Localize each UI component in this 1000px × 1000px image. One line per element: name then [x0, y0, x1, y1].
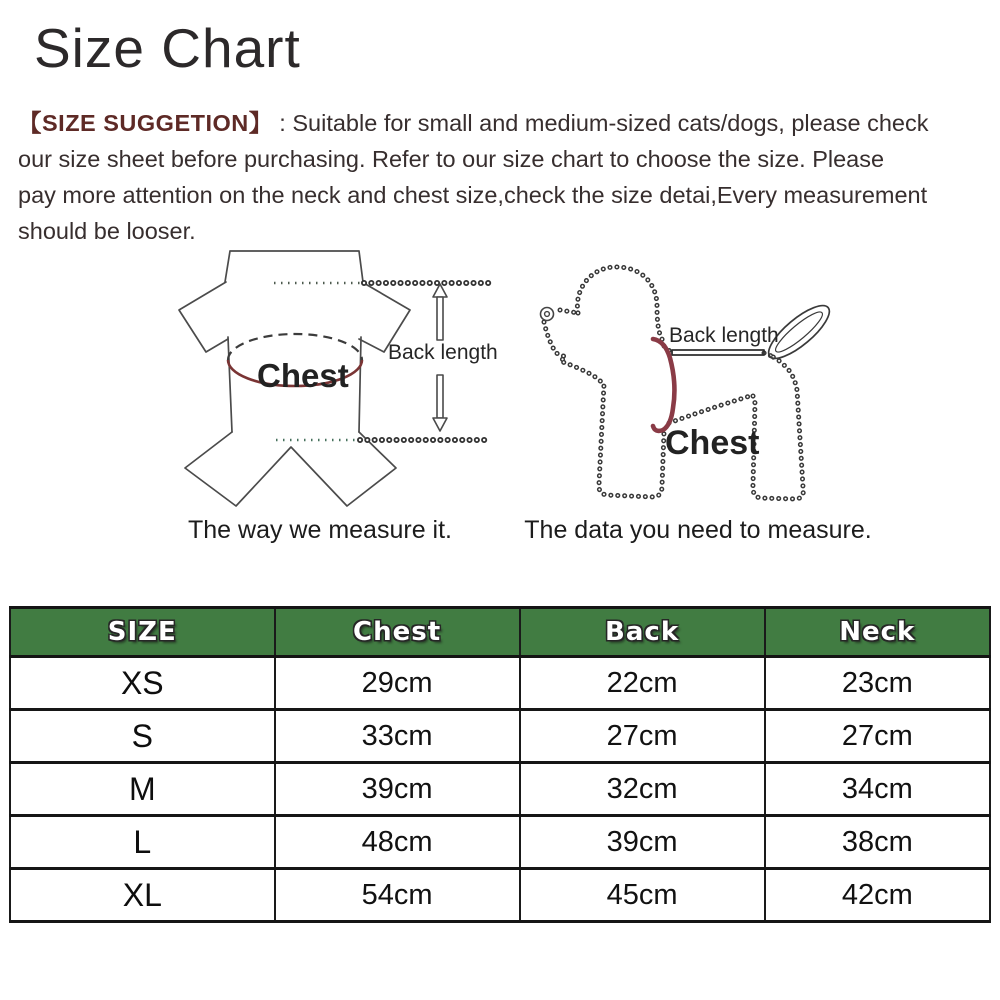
intro-line-3: pay more attention on the neck and chest size,check the size detai,Every measurement: [18, 182, 928, 208]
size-suggestion-highlight: 【SIZE SUGGETION】: [18, 110, 273, 136]
intro-line-4: should be looser.: [18, 218, 196, 244]
back-value-cell: 22cm: [520, 657, 765, 710]
chest-value-cell: 33cm: [275, 710, 520, 763]
table-row-xl: [10, 869, 990, 922]
intro-line-2: our size sheet before purchasing. Refer to our size chart to choose the size. Please: [18, 146, 885, 172]
table-header-row: [10, 608, 990, 657]
dog-nose: [541, 308, 554, 321]
page-title: Size Chart: [34, 17, 301, 79]
back-value-cell: 27cm: [520, 710, 765, 763]
garment-back-length-label: Back length: [388, 341, 498, 364]
garment-chest-label: Chest: [257, 357, 349, 394]
neck-value-cell: 34cm: [765, 763, 990, 816]
size-cell: XS: [10, 657, 275, 710]
dog-back-length-label: Back length: [669, 324, 779, 347]
chest-value-cell: 39cm: [275, 763, 520, 816]
size-table-grid: [9, 606, 991, 923]
back-value-cell: 39cm: [520, 816, 765, 869]
table-row-s: [10, 710, 990, 763]
header-cell-size: SIZE: [10, 608, 275, 657]
dog-diagram: [500, 240, 900, 520]
chest-value-cell: 54cm: [275, 869, 520, 922]
garment-leg-flaps: [185, 432, 396, 506]
back-value-cell: 45cm: [520, 869, 765, 922]
size-table: [9, 606, 991, 923]
intro-line-1: [18, 105, 986, 141]
neck-value-cell: 27cm: [765, 710, 990, 763]
neck-value-cell: 42cm: [765, 869, 990, 922]
neck-value-cell: 23cm: [765, 657, 990, 710]
size-cell: XL: [10, 869, 275, 922]
header-cell-chest: Chest: [275, 608, 520, 657]
chest-value-cell: 48cm: [275, 816, 520, 869]
garment-collar: [225, 251, 363, 282]
size-cell: L: [10, 816, 275, 869]
neck-value-cell: 38cm: [765, 816, 990, 869]
garment-caption: The way we measure it.: [188, 516, 452, 544]
dog-chest-label: Chest: [665, 424, 760, 462]
table-row-xs: [10, 657, 990, 710]
table-row-l: [10, 816, 990, 869]
dog-back-measure-line: [672, 350, 764, 355]
size-cell: S: [10, 710, 275, 763]
chest-value-cell: 29cm: [275, 657, 520, 710]
header-cell-neck: Neck: [765, 608, 990, 657]
back-value-cell: 32cm: [520, 763, 765, 816]
garment-left-sleeve: [179, 282, 228, 352]
size-cell: M: [10, 763, 275, 816]
intro-line-1-rest: : Suitable for small and medium-sized cats/dogs, please check: [272, 110, 929, 136]
header-cell-back: Back: [520, 608, 765, 657]
dog-caption: The data you need to measure.: [524, 516, 872, 544]
table-row-m: [10, 763, 990, 816]
intro-text: [18, 105, 986, 249]
